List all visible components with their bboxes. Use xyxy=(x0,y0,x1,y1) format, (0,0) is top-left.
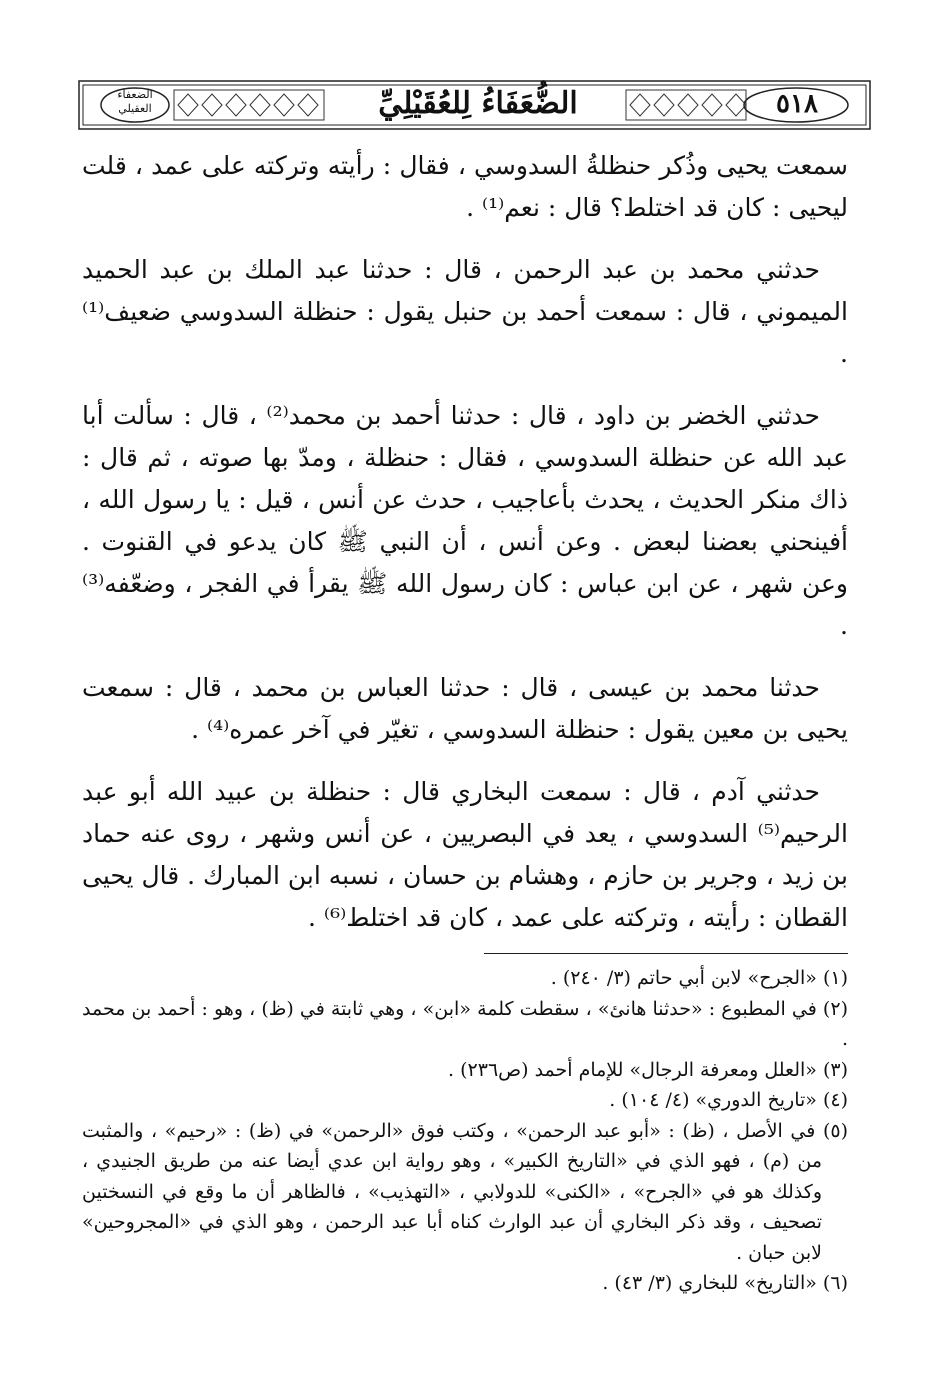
footnotes xyxy=(82,963,848,1299)
ornament-band-right xyxy=(626,90,746,120)
paragraph: حدثني محمد بن عبد الرحمن ، قال : حدثنا عبد الملك بن عبد الحميد الميموني ، قال : سمعت أحمد بن حنبل يقول : حنظلة السدوسي ضعيف⁽¹⁾ . xyxy=(82,255,848,368)
paragraph: حدثني الخضر بن داود ، قال : حدثنا أحمد بن محمد⁽²⁾ ، قال : سألت أبا عبد الله عن حنظلة السدوسي ، فقال : حنظلة ، ومدّ بها صوته ، ثم قال : ذاك منكر الحديث ، يحدث بأعاجيب ، حدث عن أنس ، قيل : يا رسول الله ، أفينحني بعضنا لبعض . وعن أنس ، أن النبي ﷺ كان يدعو في القنوت . وعن شهر ، عن ابن عباس : كان رسول الله ﷺ يقرأ في الفجر ، وضعّفه⁽³⁾ . xyxy=(82,401,848,640)
footnote: (٢) في المطبوع : «حدثنا هانئ» ، سقطت كلمة «ابن» ، وهي ثابتة في (ظ) ، وهو : أحمد بن محمد . xyxy=(82,997,848,1050)
footnote: (٣) «العلل ومعرفة الرجال» للإمام أحمد (ص٢٣٦) . xyxy=(448,1058,848,1081)
page-header xyxy=(78,80,871,130)
ornament-band-left xyxy=(174,90,324,120)
book-seal: الضعفاء العقيلي xyxy=(117,88,153,115)
footnote: (٥) في الأصل ، (ظ) : «أبو عبد الرحمن» ، وكتب فوق «الرحمن» في (ظ) : «رحيم» ، والمثبت من (م) ، فهو الذي في «التاريخ الكبير» ، وهو رواية ابن عدي أيضا عنه من طريق الجنيدي ، وكذلك هو في «الجرح» ، «الكنى» للدولابي ، «التهذيب» ، فالظاهر أن ما وقع في النسختين تصحيف ، وقد ذكر البخاري أن عبد الوارث كناه أبا عبد الرحمن ، وهو الذي في «المجروحين» لابن حبان . xyxy=(82,1119,848,1264)
main-text xyxy=(82,145,848,959)
running-title: الضُّعَفَاءُ لِلعُقَيْلِيِّ xyxy=(378,86,578,121)
paragraph: حدثنا محمد بن عيسى ، قال : حدثنا العباس بن محمد ، قال : سمعت يحيى بن معين يقول : حنظلة السدوسي ، تغيّر في آخر عمره⁽⁴⁾ . xyxy=(82,673,848,744)
footnote: (٦) «التاريخ» للبخاري (٣/ ٤٣) . xyxy=(602,1272,848,1294)
paragraph: سمعت يحيى وذُكر حنظلةُ السدوسي ، فقال : رأيته وتركته على عمد ، قلت ليحيى : كان قد اختلط؟ قال : نعم⁽¹⁾ . xyxy=(82,151,848,222)
paragraph: حدثني آدم ، قال : سمعت البخاري قال : حنظلة بن عبيد الله أبو عبد الرحيم⁽⁵⁾ السدوسي ، يعد في البصريين ، عن أنس وشهر ، روى عنه حماد بن زيد ، وجرير بن حازم ، وهشام بن حسان ، نسبه ابن المبارك . قال يحيى القطان : رأيته ، وتركته على عمد ، كان قد اختلط⁽⁶⁾ . xyxy=(82,777,848,932)
page-number: ٥١٨ xyxy=(776,89,818,119)
footnote: (١) «الجرح» لابن أبي حاتم (٣/ ٢٤٠) . xyxy=(550,967,848,989)
footnote-divider xyxy=(484,953,848,954)
footnote: (٤) «تاريخ الدوري» (٤/ ١٠٤) . xyxy=(609,1089,848,1111)
